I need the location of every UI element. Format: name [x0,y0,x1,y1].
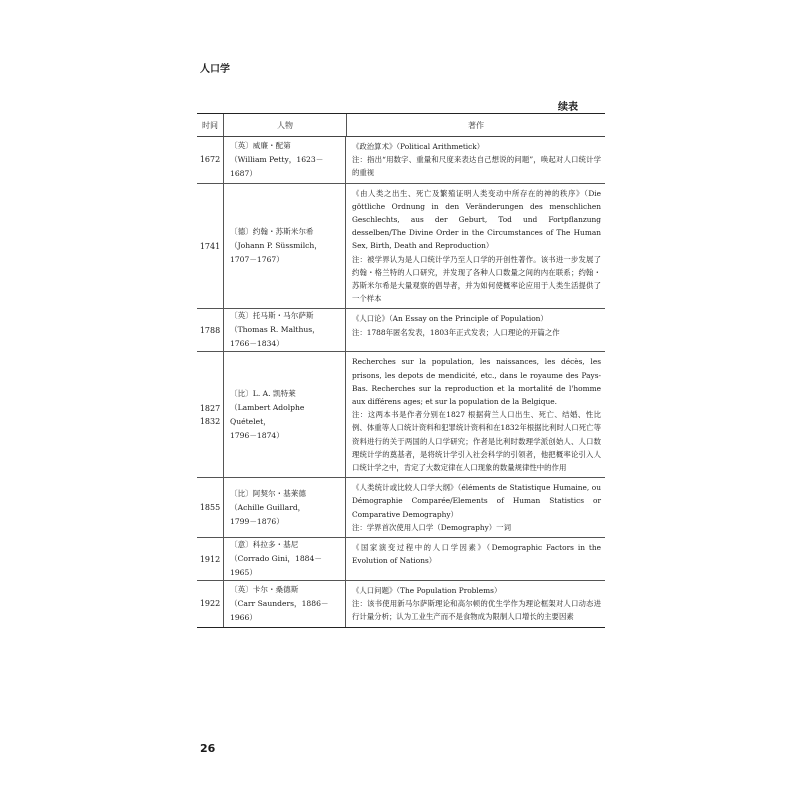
work-note: 注：被学界认为是人口统计学乃至人口学的开创性著作。该书进一步发展了约翰・格兰特的人口研究，并发现了各种人口数量之间的内在联系；约翰・苏斯米尔希是大量观察的倡导者，并为如何使概率论应用于人类生活提供了一个样本 [352,254,601,304]
row-year: 1672 [197,137,224,183]
person-line: 1799－1876） [230,516,284,526]
person-line: （William Petty，1623－1687） [230,154,324,178]
table-body [197,137,605,627]
row-person [224,352,346,477]
row-person [224,538,346,580]
table-row [197,581,605,627]
row-person [224,184,346,309]
row-year: 1922 [197,581,224,627]
row-works [346,137,605,183]
work-title: 《人口问题》（The Population Problems） [352,586,502,596]
col-header-works: 著作 [468,120,484,130]
work-title: 《国家演变过程中的人口学因素》（Demographic Factors in the Evolution of Nations） [352,543,601,566]
work-note: 注：1788年匿名发表，1803年正式发表；人口理论的开篇之作 [352,327,560,337]
person-line: （Carr Saunders，1886－1966） [230,598,329,622]
work-title: Recherches sur la population, les naissances, les décès, les prisons, les depots de mendicité, etc., dans le royaume des Pays-Bas. Recherches sur la reproduction et la mortalité de l'homme aux différens ages; et sur la population de la Belgique. [352,357,601,407]
person-line: 〔德〕约翰・苏斯米尔希 [230,227,314,237]
page-number: 26 [200,742,216,755]
person-line: 1766－1834） [230,339,284,349]
row-person [224,137,346,183]
table-header-row [197,114,605,137]
person-line: （Johann P. Süssmilch， [230,241,322,251]
row-year: 1741 [197,184,224,309]
work-note: 注：这两本书是作者分别在1827 根据荷兰人口出生、死亡、结婚、性比例、体重等人口统计资料和犯罪统计资料和在1832年根据比利时人口死亡等资料进行的关于两国的人口学研究；作者是比利时数理学派创始人、人口数理统计学的奠基者，是将统计学引入社会科学的引领者，他把概率论引入人口统计学之中，肯定了大数定律在人口现象的数量规律性中的作用 [352,410,601,473]
person-line: （Lambert Adolphe Quételet， [230,402,305,426]
row-year: 1912 [197,538,224,580]
row-year: 1855 [197,478,224,537]
row-works [346,184,605,309]
person-line: （Achille Guillard， [230,502,306,512]
person-line: 〔比〕阿契尔・基莱德 [230,488,306,498]
work-note: 注：指出“用数字、重量和尺度来表达自己想说的问题”，唤起对人口统计学的重视 [352,155,601,178]
row-person [224,309,346,351]
chapter-header: 人口学 [200,64,230,75]
row-works [346,478,605,537]
row-year: 1788 [197,309,224,351]
work-title: 《由人类之出生、死亡及繁殖证明人类变动中所存在的神的秩序》（Die göttliche Ordnung in den Veränderungen des menschlichen Geschlechts, aus der Geburt, Tod und Fortpflanzung desselben/The Divine Order in the Circumstances of The Human Sex, Birth, Death and Reproduction） [352,188,601,251]
work-note: 注：学界首次使用人口学（Demography）一词 [352,522,511,532]
row-works [346,538,605,580]
col-header-time: 时间 [197,114,224,136]
person-line: 〔意〕科拉多・基尼 [230,540,299,550]
table-row [197,309,605,352]
work-note: 注：该书使用新马尔萨斯理论和高尔顿的优生学作为理论框架对人口动态进行计量分析；认为工业生产而不是食物成为限制人口增长的主要因素 [352,599,601,622]
person-line: 〔英〕卡尔・桑德斯 [230,584,299,594]
table-row [197,352,605,478]
row-person [224,478,346,537]
work-title: 《政治算术》（Political Arithmetick） [352,142,485,151]
row-person [224,581,346,627]
work-title: 《人口论》（An Essay on the Principle of Population） [352,314,548,324]
person-line: （Thomas R. Malthus， [230,325,320,335]
row-year: 1827 1832 [197,352,224,477]
person-line: 〔英〕托马斯・马尔萨斯 [230,311,314,321]
table-row [197,137,605,184]
work-title: 《人类统计或比较人口学大纲》（éléments de Statistique Humaine, ou Démographie Comparée/Elements of Human Statistics or Comparative Demography） [352,483,601,519]
person-line: 〔英〕威廉・配第 [230,140,291,150]
person-line: 1707－1767） [230,255,284,265]
col-header-person: 人物 [224,114,347,136]
row-works [346,581,605,627]
row-works [346,352,605,477]
history-table [197,113,605,628]
row-works [346,309,605,351]
table-row [197,478,605,538]
person-line: 1796－1874） [230,430,284,440]
table-row [197,184,605,310]
table-row [197,538,605,581]
person-line: （Corrado Gini，1884－1965） [230,554,322,578]
person-line: 〔比〕L. A. 凯特莱 [230,388,296,398]
continued-label: 续表 [558,102,578,113]
